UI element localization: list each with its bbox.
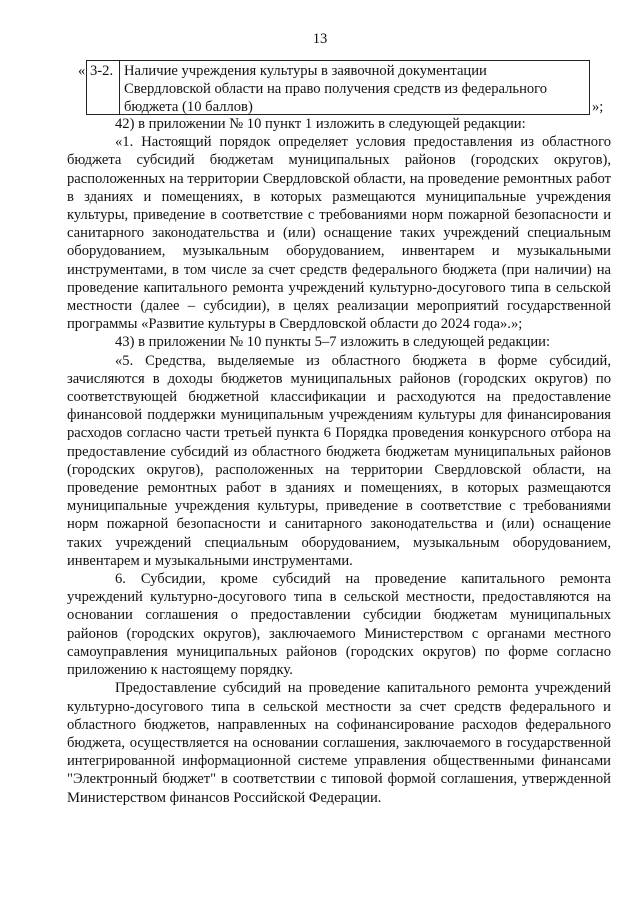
criteria-number-cell: 3-2. — [87, 61, 120, 114]
page-number: 13 — [312, 31, 328, 47]
amended-table-row — [67, 60, 611, 116]
clause-5-text: «5. Средства, выделяемые из областного бюджета в форме субсидий, зачисляются в доходы бюджетов муниципальных районов (городских округов) по соответствующей бюджетной классификации и расходуются на предоставление финансовой поддержки муниципальным учреждениям культуры для финансирования расходов согласно части третьей пункта 6 Порядка проведения конкурсного отбора на предоставление субсидий из областного бюджета бюджетам муниципальных районов (городских округов), расположенных на территории Свердловской области, на проведение ремонтных работ в зданиях и помещениях, в которых размещаются муниципальные учреждения культуры, приведение в соответствие с требованиями норм пожарной безопасности и санитарного законодательства и (или) оснащение таких учреждений специальным оборудованием, музыкальным оборудованием, инвентарем и музыкальными инструментами. — [67, 352, 611, 569]
clause-1-text: «1. Настоящий порядок определяет условия предоставления из областного бюджета субсидий бюджетам муниципальных районов (городских округов), расположенных на территории Свердловской области, на проведение ремонтных работ в зданиях и помещениях, в которых размещаются муниципальные учреждения культуры, приведение в соответствие с требованиями норм пожарной безопасности и санитарного законодательства и (или) оснащение таких учреждений специальным оборудованием, музыкальным оборудованием, инвентарем и музыкальными инструментами, в том числе за счет средств федерального бюджета (при наличии) на проведение капитального ремонта учреждений культурно-досугового типа в сельской местности (далее – субсидии), в целях реализации мероприятий государственной программы «Развитие культуры в Свердловской области до 2024 года».»; — [67, 134, 611, 333]
clause-6-text: 6. Субсидии, кроме субсидий на проведение капитального ремонта учреждений культурно-досугового типа в сельской местности, предоставляются на основании соглашения о предоставлении субсидии бюджетам муниципальных районов (городских округов), заключаемого Министерством с органами местного самоуправления муниципальных районов (городских округов) по форме согласно приложению к настоящему порядку. — [67, 571, 611, 679]
criteria-text-line: Наличие учреждения культуры в заявочной документации — [124, 63, 487, 79]
criteria-text-cell — [120, 61, 589, 114]
criteria-text-line: бюджета (10 баллов) — [124, 99, 253, 116]
closing-quote-mark: »; — [592, 99, 604, 115]
clause-6-second-paragraph: Предоставление субсидий на проведение капитального ремонта учреждений культурно-досугового типа в сельской местности за счет средств федерального и областного бюджетов, направленных на софинансирование расходов федерального бюджета, осуществляется на основании соглашения, заключаемого в государственной интегрированной информационной системе управления общественными финансами "Электронный бюджет" в соответствии с типовой формой соглашения, утвержденной Министерством финансов Российской Федерации. — [67, 680, 611, 806]
document-body — [67, 115, 611, 807]
criteria-text-line: Свердловской области на право получения средств из федерального — [124, 81, 548, 98]
criteria-table — [86, 60, 590, 115]
amendment-item-43: 43) в приложении № 10 пункты 5–7 изложить в следующей редакции: — [115, 334, 551, 351]
opening-quote-mark: « — [78, 63, 86, 79]
amendment-item-42: 42) в приложении № 10 пункт 1 изложить в следующей редакции: — [115, 116, 526, 132]
